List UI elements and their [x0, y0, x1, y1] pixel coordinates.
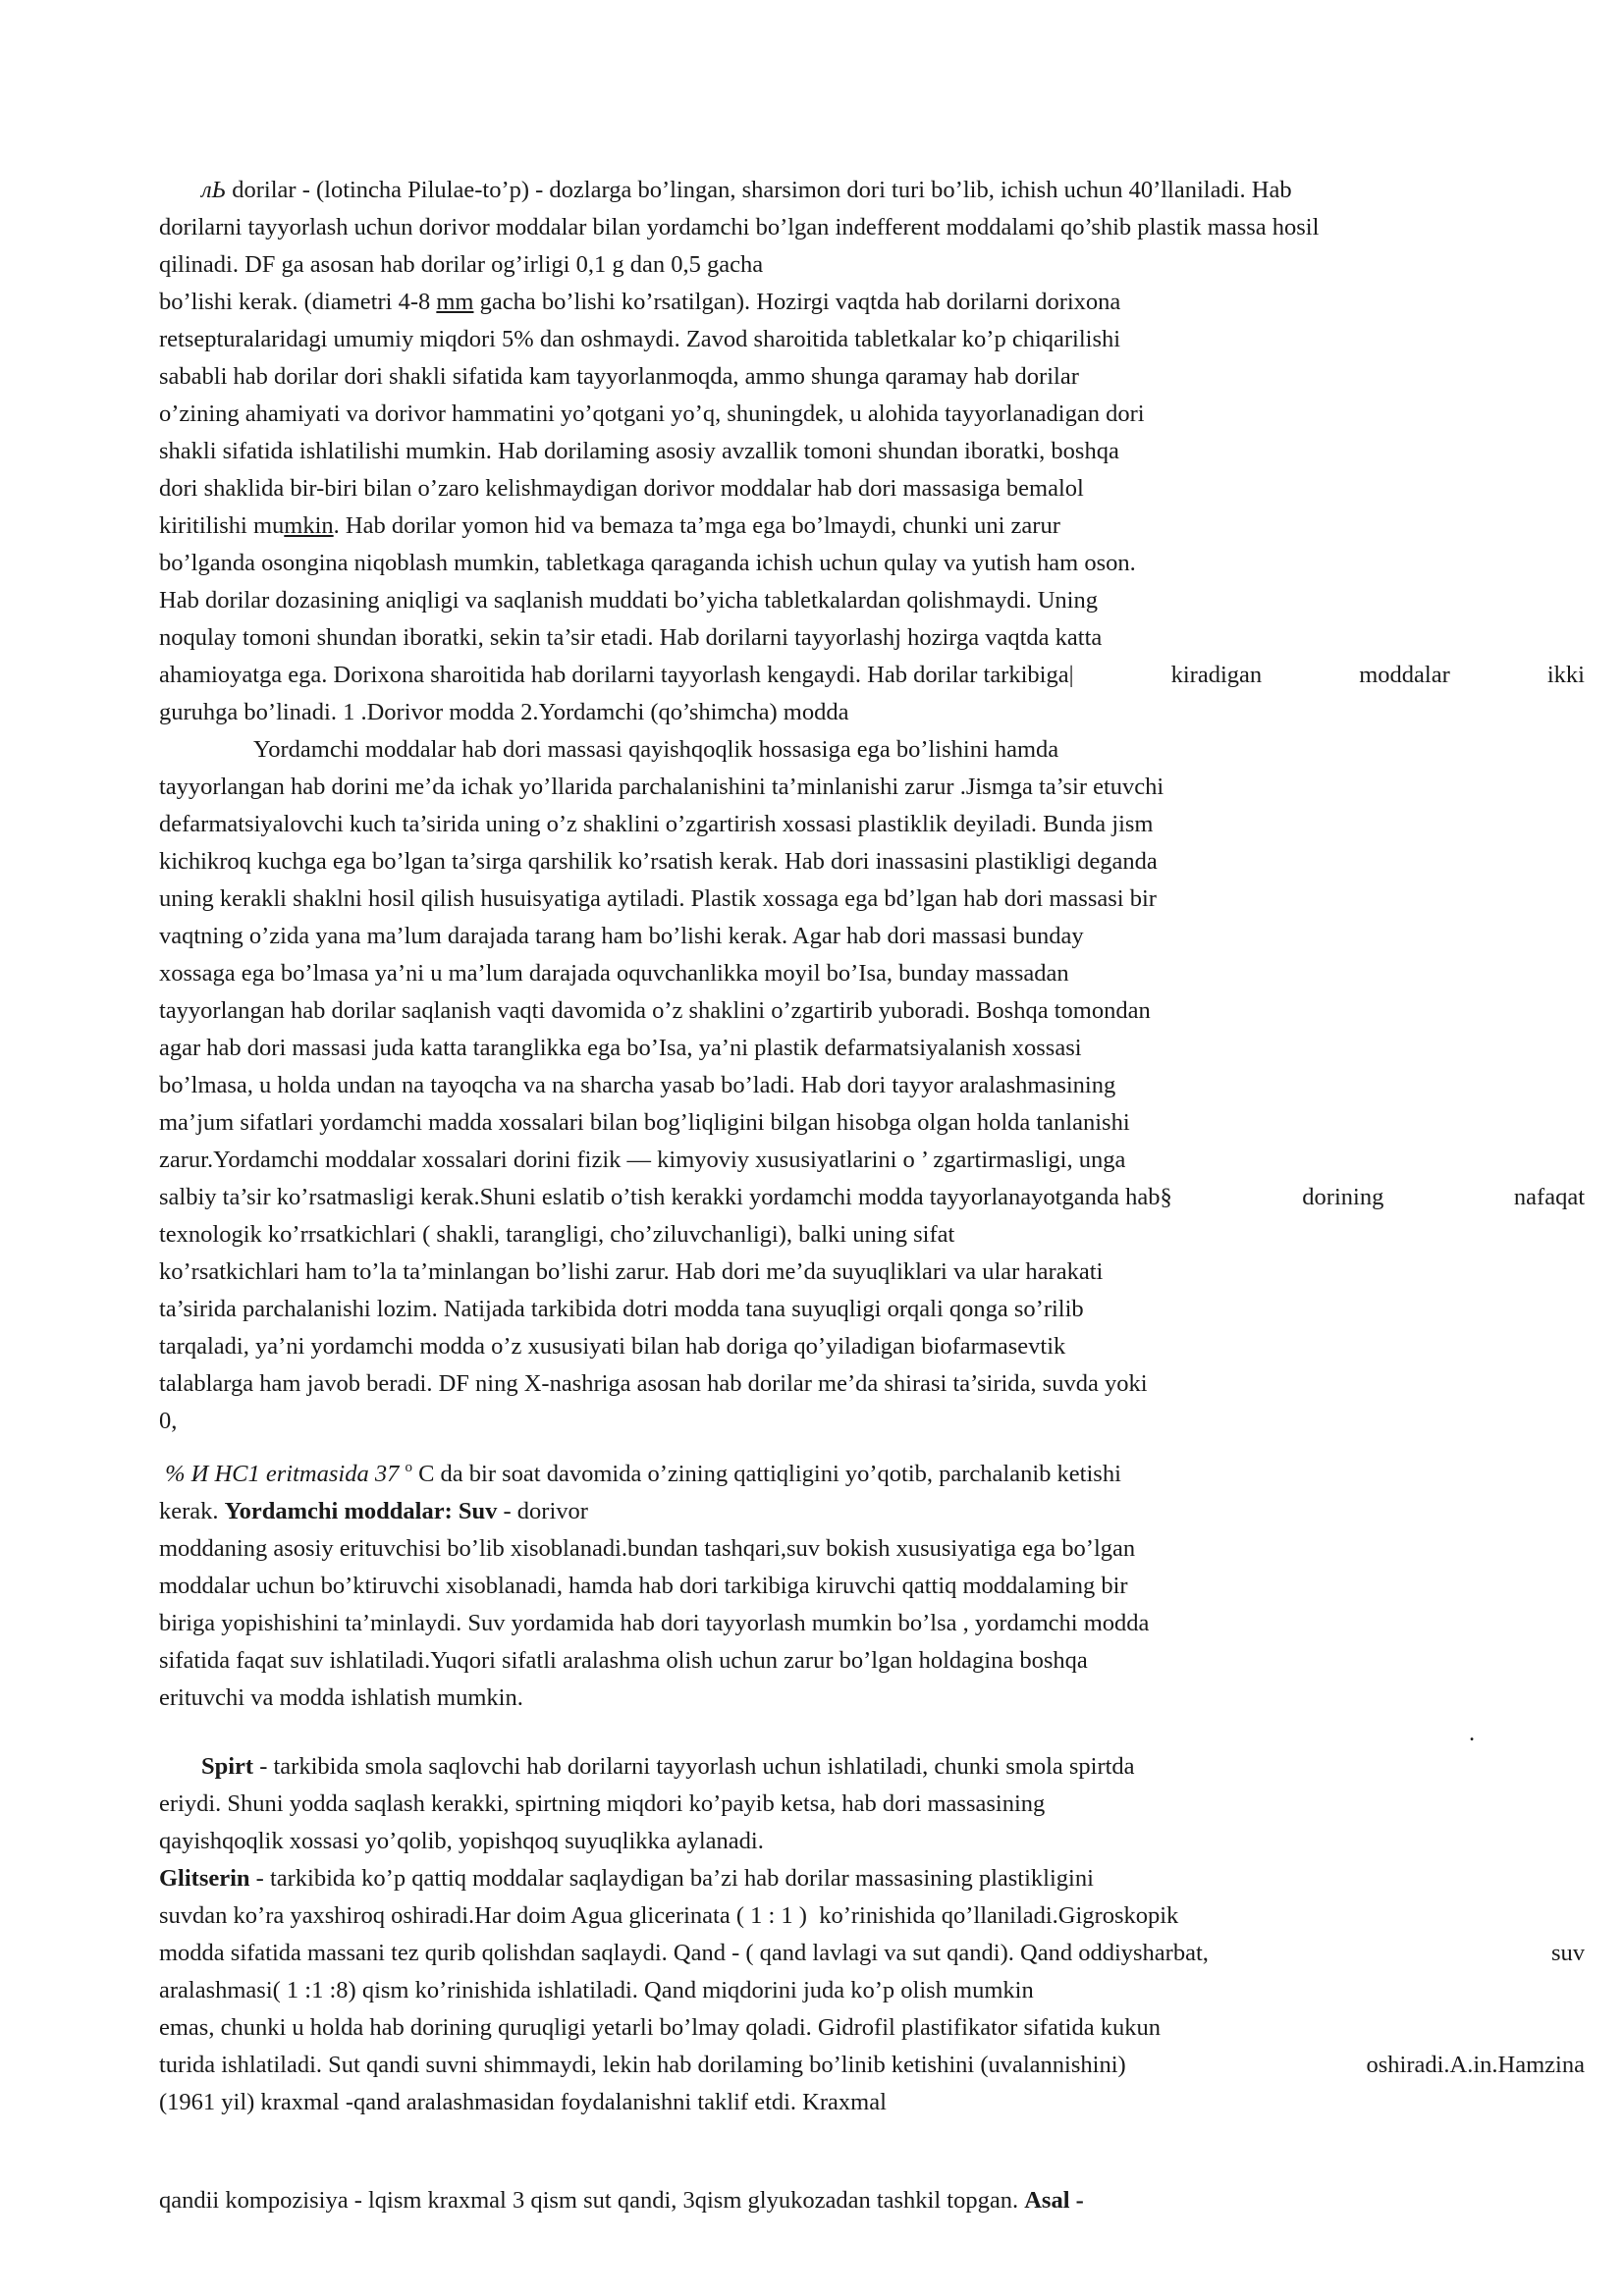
stray-dot: . [1469, 1720, 1476, 1746]
text-line: retsepturalaridagi umumiy miqdori 5% dan oshmaydi. Zavod sharoitida tabletkalar ko’p chiqarilishi [159, 326, 1121, 352]
text-line: лЬ dorilar - (lotincha Pilulae-to’p) - dozlarga bo’lingan, sharsimon dori turi bo’lib, ichish uchun 40’llaniladi. Hab [201, 177, 1292, 203]
heading-auxiliary-water: Yordamchi moddalar: Suv [224, 1498, 498, 1524]
text-line: aralashmasi( 1 :1 :8) qism ko’rinishida ishlatiladi. Qand miqdorini juda ko’p olish mumkin [159, 1977, 1034, 2003]
text-line-justified: ahamioyatga ega. Dorixona sharoitida hab dorilarni tayyorlash kengaydi. Hab dorilar tarkibiga| kiradigan moddalar ikki [159, 662, 1585, 688]
text-line: noqulay tomoni shundan iboratki, sekin ta’sir etadi. Hab dorilarni tayyorlashj hozirga vaqtda katta [159, 624, 1103, 651]
garbled-initial: лЬ [201, 177, 227, 203]
text-line-justified: turida ishlatiladi. Sut qandi suvni shimmaydi, lekin hab dorilaming bo’linib ketishini (uvalannishini) oshiradi.A.in.Hamzina [159, 2052, 1585, 2078]
text-line: emas, chunki u holda hab dorining quruqligi yetarli bo’lmay qoladi. Gidrofil plastifikator sifatida kukun [159, 2014, 1161, 2041]
text-line: moddalar uchun bo’ktiruvchi xisoblanadi, hamda hab dori tarkibiga kiruvchi qattiq moddalaming bir [159, 1573, 1128, 1599]
text-line: shakli sifatida ishlatilishi mumkin. Hab dorilaming asosiy avzallik tomoni shundan iboratki, boshqa [159, 438, 1119, 464]
cut-off-line [0, 2186, 1624, 2213]
text-line: qilinadi. DF ga asosan hab dorilar og’irligi 0,1 g dan 0,5 gacha [159, 251, 764, 278]
text-line: erituvchi va modda ishlatish mumkin. [159, 1684, 523, 1711]
text-line: tayyorlangan hab dorilar saqlanish vaqti davomida o’z shaklini o’zgartirib yuboradi. Boshqa tomondan [159, 997, 1151, 1024]
text-line: sababli hab dorilar dori shakli sifatida kam tayyorlanmoqda, ammo shunga qaramay hab dorilar [159, 363, 1079, 390]
text-line: tayyorlangan hab dorini me’da ichak yo’llarida parchalanishini ta’minlanishi zarur .Jismga ta’sir etuvchi [159, 774, 1164, 800]
text-line: texnologik ko’rrsatkichlari ( shakli, tarangligi, cho’ziluvchanligi), balki uning sifat [159, 1221, 955, 1248]
text-line: dori shaklida bir-biri bilan o’zaro kelishmaydigan dorivor moddalar hab dori massasiga bemalol [159, 475, 1084, 502]
text-line: ma’jum sifatlari yordamchi madda xossalari bilan bog’liqligini bilgan hisobga olgan holda tanlanishi [159, 1109, 1130, 1136]
text-line: % И НС1 eritmasida 37 $^о$ C da bir soat davomida o’zining qattiqligini yo’qotib, parchalanib ketishi [159, 1460, 1121, 1487]
text-line: ta’sirida parchalanishi lozim. Natijada tarkibida dotri modda tana suyuqligi orqali qonga so’rilib [159, 1296, 1084, 1322]
term-spirit: Spirt [201, 1753, 254, 1780]
text-line: eriydi. Shuni yodda saqlash kerakki, spirtning miqdori ko’payib ketsa, hab dori massasining [159, 1790, 1046, 1817]
text-line-justified: modda sifatida massani tez qurib qolishdan saqlaydi. Qand - ( qand lavlagi va sut qandi). Qand oddiysharbat, suv [159, 1940, 1585, 1966]
degree-mark: о [405, 1460, 412, 1475]
term-glycerin: Glitserin [159, 1865, 250, 1892]
text-line: defarmatsiyalovchi kuch ta’sirida uning o’z shaklini o’zgartirish xossasi plastiklik deyiladi. Bunda jism [159, 811, 1154, 837]
text-line: agar hab dori massasi juda katta taranglikka ega bo’Isa, ya’ni plastik defarmatsiyalanish xossasi [159, 1035, 1082, 1061]
text-line: dorilarni tayyorlash uchun dorivor moddalar bilan yordamchi bo’lgan indefferent moddalami qo’shib plastik massa hosil [159, 214, 1320, 240]
text-line: (1961 yil) kraxmal -qand aralashmasidan foydalanishni taklif etdi. Kraxmal [159, 2089, 887, 2115]
text-line: Glitserin - tarkibida ko’p qattiq moddalar saqlaydigan ba’zi hab dorilar massasining plastikligini [159, 1865, 1094, 1892]
text-line: o’zining ahamiyati va dorivor hammatini yo’qotgani yo’q, shuningdek, u alohida tayyorlanadigan dori [159, 400, 1145, 427]
text-line: tarqaladi, ya’ni yordamchi modda o’z xususiyati bilan hab doriga qo’yiladigan biofarmasevtik [159, 1333, 1066, 1360]
text-line: uning kerakli shaklni hosil qilish husuisyatiga aytiladi. Plastik xossaga ega bd’lgan hab dori massasi bir [159, 885, 1157, 912]
text-line: Hab dorilar dozasining aniqligi va saqlanish muddati bo’yicha tabletkalardan qolishmaydi. Uning [159, 587, 1098, 614]
text-line: biriga yopishishini ta’minlaydi. Suv yordamida hab dori tayyorlash mumkin bo’lsa , yordamchi modda [159, 1610, 1150, 1636]
text-line: talablarga ham javob beradi. DF ning X-nashriga asosan hab dorilar me’da shirasi ta’sirida, suvda yoki [159, 1370, 1148, 1397]
text-line: suvdan ko’ra yaxshiroq oshiradi.Har doim Agua glicerinata ( 1 : 1 ) ko’rinishida qo’llaniladi.Gigroskopik [159, 1902, 1179, 1929]
text-line: 0, [159, 1408, 178, 1434]
text-line-justified: salbiy ta’sir ko’rsatmasligi kerak.Shuni eslatib o’tish kerakki yordamchi modda tayyorlanayotganda hab§ dorining nafaqat [159, 1184, 1585, 1210]
text-line: moddaning asosiy erituvchisi bo’lib xisoblanadi.bundan tashqari,suv bokish xususiyatiga ega bo’lgan [159, 1535, 1136, 1562]
text-line: sifatida faqat suv ishlatiladi.Yuqori sifatli aralashma olish uchun zarur bo’lgan holdagina boshqa [159, 1647, 1088, 1674]
text-line: xossaga ega bo’lmasa ya’ni u ma’lum darajada oquvchanlikka moyil bo’Isa, bunday massadan [159, 960, 1069, 987]
term-honey: Asal - [1024, 2187, 1084, 2213]
text-line: qayishqoqlik xossasi yo’qolib, yopishqoq suyuqlikka aylanadi. [159, 1828, 764, 1854]
text-line: zarur.Yordamchi moddalar xossalari dorini fizik — kimyoviy xususiyatlarini o ’ zgartirmasligi, unga [159, 1147, 1126, 1173]
text-line: kiritilishi mumkin. Hab dorilar yomon hid va bemaza ta’mga ega bo’lmaydi, chunki uni zarur [159, 512, 1060, 539]
text-line: bo’lganda osongina niqoblash mumkin, tabletkaga qaraganda ichish uchun qulay va yutish ham oson. [159, 550, 1136, 576]
text-line: vaqtning o’zida yana ma’lum darajada tarang ham bo’lishi kerak. Agar hab dori massasi bunday [159, 923, 1084, 949]
text-line: Yordamchi moddalar hab dori massasi qayishqoqlik hossasiga ega bo’lishini hamda [253, 736, 1059, 763]
text-line: kichikroq kuchga ega bo’lgan ta’sirga qarshilik ko’rsatish kerak. Hab dori inassasini plastikligi deganda [159, 848, 1158, 875]
text-line: kerak. Yordamchi moddalar: Suv - dorivor [159, 1498, 588, 1524]
text-line: bo’lmasa, u holda undan na tayoqcha va na sharcha yasab bo’ladi. Hab dori tayyor aralashmasining [159, 1072, 1116, 1098]
text-line: guruhga bo’linadi. 1 .Dorivor modda 2.Yordamchi (qo’shimcha) modda [159, 699, 849, 725]
text-line: ko’rsatkichlari ham to’la ta’minlangan bo’lishi zarur. Hab dori me’da suyuqliklari va ular harakati [159, 1258, 1104, 1285]
text-line: qandii kompozisiya - lqism kraxmal 3 qism sut qandi, 3qism glyukozadan tashkil topgan. Asal - [159, 2187, 1084, 2213]
text-line: bo’lishi kerak. (diametri 4-8 mm gacha bo’lishi ko’rsatilgan). Hozirgi vaqtda hab dorilarni dorixona [159, 289, 1121, 315]
text-line: Spirt - tarkibida smola saqlovchi hab dorilarni tayyorlash uchun ishlatiladi, chunki smola spirtda [201, 1753, 1135, 1780]
